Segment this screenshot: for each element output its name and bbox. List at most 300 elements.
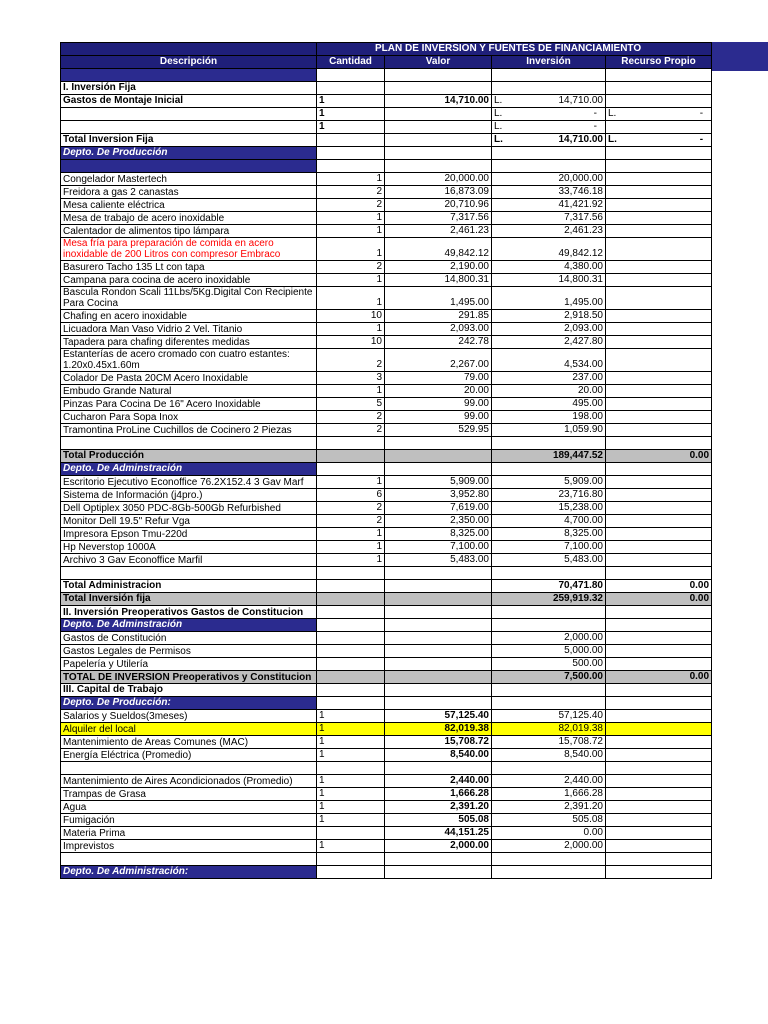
preoperativos-heading: II. Inversión Preoperativos Gastos de Constitucion bbox=[61, 606, 317, 619]
capital-heading: III. Capital de Trabajo bbox=[61, 684, 317, 697]
header-inversion: Inversión bbox=[492, 56, 606, 69]
item-description: Calentador de alimentos tipo lámpara bbox=[61, 225, 317, 238]
item-quantity: 1 bbox=[317, 287, 385, 310]
section-row-capital bbox=[61, 697, 712, 710]
table-row bbox=[61, 274, 712, 287]
item-quantity: 2 bbox=[317, 515, 385, 528]
item-description: Dell Optiplex 3050 PDC-8Gb-500Gb Refurbished bbox=[61, 502, 317, 515]
section-row-capital-admin bbox=[61, 866, 712, 879]
item-recurso bbox=[606, 225, 712, 238]
item-quantity: 2 bbox=[317, 199, 385, 212]
item-recurso bbox=[606, 528, 712, 541]
item-recurso bbox=[606, 658, 712, 671]
montaje-inversion: 14,710.00 bbox=[558, 95, 603, 106]
item-quantity: 1 bbox=[317, 541, 385, 554]
table-row bbox=[61, 736, 712, 749]
table-row bbox=[61, 814, 712, 827]
currency-symbol: L. bbox=[494, 108, 503, 119]
header-recurso-propio: Recurso Propio bbox=[606, 56, 712, 69]
table-row bbox=[61, 788, 712, 801]
item-description: Chafing en acero inoxidable bbox=[61, 310, 317, 323]
item-inversion: 500.00 bbox=[492, 658, 606, 671]
total-produccion-row bbox=[61, 450, 712, 463]
item-quantity: 2 bbox=[317, 261, 385, 274]
item-description: Sistema de Información (j4pro.) bbox=[61, 489, 317, 502]
table-row bbox=[61, 658, 712, 671]
item-inversion: 2,461.23 bbox=[492, 225, 606, 238]
item-recurso bbox=[606, 840, 712, 853]
item-quantity: 1 bbox=[317, 323, 385, 336]
item-description: Colador De Pasta 20CM Acero Inoxidable bbox=[61, 372, 317, 385]
item-quantity: 1 bbox=[317, 775, 385, 788]
item-valor: 505.08 bbox=[385, 814, 492, 827]
item-quantity bbox=[317, 658, 385, 671]
item-description: Hp Neverstop 1000A bbox=[61, 541, 317, 554]
item-recurso bbox=[606, 212, 712, 225]
table-row bbox=[61, 310, 712, 323]
item-quantity: 1 bbox=[317, 173, 385, 186]
item-description: Salarios y Sueldos(3meses) bbox=[61, 710, 317, 723]
table-row bbox=[61, 238, 712, 261]
item-description: Mesa caliente eléctrica bbox=[61, 199, 317, 212]
item-inversion: 23,716.80 bbox=[492, 489, 606, 502]
item-description: Gastos Legales de Permisos bbox=[61, 645, 317, 658]
item-recurso bbox=[606, 199, 712, 212]
item-valor: 7,100.00 bbox=[385, 541, 492, 554]
item-valor: 2,190.00 bbox=[385, 261, 492, 274]
section-label-preoperativos: Depto. De Adminstración bbox=[61, 619, 317, 632]
item-valor: 49,842.12 bbox=[385, 238, 492, 261]
item-valor: 20,710.96 bbox=[385, 199, 492, 212]
item-valor: 2,267.00 bbox=[385, 349, 492, 372]
item-description: Mantenimiento de Aires Acondicionados (Promedio) bbox=[61, 775, 317, 788]
total-fija-row bbox=[61, 134, 712, 147]
item-description: Energía Eléctrica (Promedio) bbox=[61, 749, 317, 762]
item-description: Bascula Rondon Scali 11Lbs/5Kg.Digital Con Recipiente Para Cocina bbox=[61, 287, 317, 310]
item-recurso bbox=[606, 398, 712, 411]
table-row bbox=[61, 411, 712, 424]
item-valor: 44,151.25 bbox=[385, 827, 492, 840]
table-row bbox=[61, 336, 712, 349]
item-quantity: 6 bbox=[317, 489, 385, 502]
dash-value: - bbox=[699, 108, 704, 119]
item-description: Licuadora Man Vaso Vidrio 2 Vel. Titanio bbox=[61, 323, 317, 336]
item-description: Agua bbox=[61, 801, 317, 814]
item-description: Tramontina ProLine Cuchillos de Cocinero 2 Piezas bbox=[61, 424, 317, 437]
item-description: Materia Prima bbox=[61, 827, 317, 840]
item-inversion: 33,746.18 bbox=[492, 186, 606, 199]
item-recurso bbox=[606, 827, 712, 840]
item-quantity: 1 bbox=[317, 723, 385, 736]
item-inversion: 2,093.00 bbox=[492, 323, 606, 336]
item-inversion: 14,800.31 bbox=[492, 274, 606, 287]
item-valor: 1,666.28 bbox=[385, 788, 492, 801]
item-quantity: 1 bbox=[317, 554, 385, 567]
item-valor: 20,000.00 bbox=[385, 173, 492, 186]
item-valor: 2,093.00 bbox=[385, 323, 492, 336]
item-quantity: 1 bbox=[317, 528, 385, 541]
item-quantity: 5 bbox=[317, 398, 385, 411]
table-row bbox=[61, 541, 712, 554]
item-valor: 5,483.00 bbox=[385, 554, 492, 567]
table-row bbox=[61, 775, 712, 788]
item-valor: 529.95 bbox=[385, 424, 492, 437]
item-valor: 2,461.23 bbox=[385, 225, 492, 238]
item-inversion: 8,325.00 bbox=[492, 528, 606, 541]
item-valor: 2,391.20 bbox=[385, 801, 492, 814]
table-row bbox=[61, 645, 712, 658]
total-preoperativos-value: 7,500.00 bbox=[492, 671, 606, 684]
capital-items bbox=[61, 710, 712, 853]
item-description: Gastos de Constitución bbox=[61, 632, 317, 645]
item-inversion: 5,909.00 bbox=[492, 476, 606, 489]
item-recurso bbox=[606, 489, 712, 502]
item-description: Cucharon Para Sopa Inox bbox=[61, 411, 317, 424]
item-inversion: 1,666.28 bbox=[492, 788, 606, 801]
item-recurso bbox=[606, 310, 712, 323]
table-row bbox=[61, 528, 712, 541]
item-quantity: 1 bbox=[317, 274, 385, 287]
item-valor: 14,800.31 bbox=[385, 274, 492, 287]
montaje-qty: 1 bbox=[317, 95, 385, 108]
item-description: Campana para cocina de acero inoxidable bbox=[61, 274, 317, 287]
header-descripcion: Descripción bbox=[61, 56, 317, 69]
section-label-produccion: Depto. De Producción bbox=[61, 147, 317, 160]
table-row bbox=[61, 398, 712, 411]
item-quantity: 1 bbox=[317, 749, 385, 762]
table-row bbox=[61, 261, 712, 274]
table-row bbox=[61, 801, 712, 814]
item-valor: 99.00 bbox=[385, 411, 492, 424]
extra-qty-1: 1 bbox=[317, 108, 385, 121]
item-recurso bbox=[606, 541, 712, 554]
item-quantity: 10 bbox=[317, 336, 385, 349]
item-valor: 7,317.56 bbox=[385, 212, 492, 225]
item-quantity: 2 bbox=[317, 502, 385, 515]
item-quantity: 1 bbox=[317, 225, 385, 238]
dash-value: - bbox=[593, 108, 597, 119]
item-quantity: 2 bbox=[317, 411, 385, 424]
item-valor: 82,019.38 bbox=[385, 723, 492, 736]
item-inversion: 82,019.38 bbox=[492, 723, 606, 736]
item-description: Mesa de trabajo de acero inoxidable bbox=[61, 212, 317, 225]
item-valor: 242.78 bbox=[385, 336, 492, 349]
item-recurso bbox=[606, 186, 712, 199]
item-inversion: 1,495.00 bbox=[492, 287, 606, 310]
item-valor: 2,440.00 bbox=[385, 775, 492, 788]
item-quantity: 10 bbox=[317, 310, 385, 323]
item-recurso bbox=[606, 788, 712, 801]
item-recurso bbox=[606, 554, 712, 567]
table-row bbox=[61, 424, 712, 437]
item-inversion: 5,000.00 bbox=[492, 645, 606, 658]
item-description: Papelería y Utilería bbox=[61, 658, 317, 671]
total-administracion-row bbox=[61, 580, 712, 593]
item-inversion: 2,440.00 bbox=[492, 775, 606, 788]
item-recurso bbox=[606, 736, 712, 749]
item-description: Tapadera para chafing diferentes medidas bbox=[61, 336, 317, 349]
item-quantity: 1 bbox=[317, 238, 385, 261]
table-row bbox=[61, 225, 712, 238]
item-valor: 16,873.09 bbox=[385, 186, 492, 199]
header-cantidad: Cantidad bbox=[317, 56, 385, 69]
item-inversion: 505.08 bbox=[492, 814, 606, 827]
item-inversion: 0.00 bbox=[492, 827, 606, 840]
item-quantity: 2 bbox=[317, 186, 385, 199]
item-valor: 79.00 bbox=[385, 372, 492, 385]
item-valor: 8,540.00 bbox=[385, 749, 492, 762]
item-description: Congelador Mastertech bbox=[61, 173, 317, 186]
item-quantity: 1 bbox=[317, 788, 385, 801]
item-recurso bbox=[606, 323, 712, 336]
total-preoperativos-recurso: 0.00 bbox=[606, 671, 712, 684]
preoperativos-heading-row bbox=[61, 606, 712, 619]
spacer-row bbox=[61, 160, 712, 173]
item-valor: 20.00 bbox=[385, 385, 492, 398]
table-row bbox=[61, 173, 712, 186]
item-recurso bbox=[606, 502, 712, 515]
item-description: Archivo 3 Gav Econoffice Marfil bbox=[61, 554, 317, 567]
item-inversion: 7,100.00 bbox=[492, 541, 606, 554]
item-recurso bbox=[606, 372, 712, 385]
item-inversion: 2,918.50 bbox=[492, 310, 606, 323]
item-quantity: 1 bbox=[317, 840, 385, 853]
table-row bbox=[61, 372, 712, 385]
item-valor: 99.00 bbox=[385, 398, 492, 411]
table-row bbox=[61, 515, 712, 528]
item-quantity bbox=[317, 632, 385, 645]
item-inversion: 15,238.00 bbox=[492, 502, 606, 515]
item-description: Impresora Epson Tmu-220d bbox=[61, 528, 317, 541]
spacer-row bbox=[61, 437, 712, 450]
table-row bbox=[61, 385, 712, 398]
total-inversion-fija-recurso: 0.00 bbox=[606, 593, 712, 606]
item-description: Mesa fría para preparación de comida en acero inoxidable de 200 Litros con compresor Embraco bbox=[61, 238, 317, 261]
total-produccion-value: 189,447.52 bbox=[492, 450, 606, 463]
item-valor: 57,125.40 bbox=[385, 710, 492, 723]
table-row bbox=[61, 323, 712, 336]
item-description: Freidora a gas 2 canastas bbox=[61, 186, 317, 199]
table-row bbox=[61, 349, 712, 372]
table-row bbox=[61, 199, 712, 212]
montaje-valor: 14,710.00 bbox=[385, 95, 492, 108]
currency-symbol: L. bbox=[494, 121, 503, 132]
item-recurso bbox=[606, 801, 712, 814]
total-administracion-value: 70,471.80 bbox=[492, 580, 606, 593]
item-valor bbox=[385, 645, 492, 658]
section-label-capital-admin: Depto. De Administración: bbox=[61, 866, 317, 879]
currency-symbol: L. bbox=[494, 134, 503, 145]
item-recurso bbox=[606, 349, 712, 372]
item-recurso bbox=[606, 515, 712, 528]
item-recurso bbox=[606, 287, 712, 310]
montaje-row bbox=[61, 95, 712, 108]
table-row bbox=[61, 476, 712, 489]
fija-heading-row bbox=[61, 82, 712, 95]
item-inversion: 237.00 bbox=[492, 372, 606, 385]
item-description: Imprevistos bbox=[61, 840, 317, 853]
spacer-row bbox=[61, 853, 712, 866]
table-row bbox=[61, 632, 712, 645]
section-row-produccion bbox=[61, 147, 712, 160]
item-inversion: 495.00 bbox=[492, 398, 606, 411]
table-row bbox=[61, 840, 712, 853]
section-label-administracion: Depto. De Adminstración bbox=[61, 463, 317, 476]
item-inversion: 2,000.00 bbox=[492, 840, 606, 853]
item-inversion: 4,380.00 bbox=[492, 261, 606, 274]
item-inversion: 1,059.90 bbox=[492, 424, 606, 437]
item-valor bbox=[385, 632, 492, 645]
item-valor: 15,708.72 bbox=[385, 736, 492, 749]
total-inversion-fija-row bbox=[61, 593, 712, 606]
item-valor: 3,952.80 bbox=[385, 489, 492, 502]
table-row bbox=[61, 186, 712, 199]
dash-value: - bbox=[593, 121, 597, 132]
item-valor: 1,495.00 bbox=[385, 287, 492, 310]
capital-heading-row bbox=[61, 684, 712, 697]
item-valor: 2,350.00 bbox=[385, 515, 492, 528]
header-valor: Valor bbox=[385, 56, 492, 69]
item-quantity: 3 bbox=[317, 372, 385, 385]
table-row bbox=[61, 749, 712, 762]
montaje-extra-row-1 bbox=[61, 108, 712, 121]
item-recurso bbox=[606, 385, 712, 398]
item-description: Basurero Tacho 135 Lt con tapa bbox=[61, 261, 317, 274]
total-inversion-fija-value: 259,919.32 bbox=[492, 593, 606, 606]
table-row bbox=[61, 287, 712, 310]
item-quantity: 1 bbox=[317, 801, 385, 814]
item-quantity: 1 bbox=[317, 212, 385, 225]
item-recurso bbox=[606, 238, 712, 261]
item-quantity: 2 bbox=[317, 424, 385, 437]
item-inversion: 57,125.40 bbox=[492, 710, 606, 723]
item-inversion: 2,427.80 bbox=[492, 336, 606, 349]
item-quantity: 1 bbox=[317, 736, 385, 749]
extra-qty-2: 1 bbox=[317, 121, 385, 134]
total-preoperativos-label: TOTAL DE INVERSION Preoperativos y Constitucion bbox=[61, 671, 317, 684]
fija-heading: I. Inversión Fija bbox=[61, 82, 317, 95]
item-inversion: 2,391.20 bbox=[492, 801, 606, 814]
item-inversion: 2,000.00 bbox=[492, 632, 606, 645]
table-row bbox=[61, 212, 712, 225]
item-quantity: 1 bbox=[317, 814, 385, 827]
administracion-items bbox=[61, 476, 712, 567]
item-description: Estanterías de acero cromado con cuatro estantes: 1.20x0.45x1.60m bbox=[61, 349, 317, 372]
produccion-items bbox=[61, 173, 712, 437]
item-quantity: 1 bbox=[317, 710, 385, 723]
table-row bbox=[61, 502, 712, 515]
item-inversion: 20.00 bbox=[492, 385, 606, 398]
item-recurso bbox=[606, 749, 712, 762]
item-description: Mantenimiento de Areas Comunes (MAC) bbox=[61, 736, 317, 749]
table-row bbox=[61, 723, 712, 736]
item-description: Monitor Dell 19.5" Refur Vga bbox=[61, 515, 317, 528]
total-produccion-label: Total Producción bbox=[61, 450, 317, 463]
item-inversion: 15,708.72 bbox=[492, 736, 606, 749]
item-inversion: 41,421.92 bbox=[492, 199, 606, 212]
item-inversion: 4,700.00 bbox=[492, 515, 606, 528]
section-row-preoperativos bbox=[61, 619, 712, 632]
item-valor: 7,619.00 bbox=[385, 502, 492, 515]
item-recurso bbox=[606, 723, 712, 736]
total-administracion-label: Total Administracion bbox=[61, 580, 317, 593]
item-description: Pinzas Para Cocina De 16" Acero Inoxidable bbox=[61, 398, 317, 411]
header-tab-extension bbox=[711, 42, 768, 71]
item-inversion: 198.00 bbox=[492, 411, 606, 424]
item-quantity: 2 bbox=[317, 349, 385, 372]
item-recurso bbox=[606, 645, 712, 658]
section-row-administracion bbox=[61, 463, 712, 476]
item-recurso bbox=[606, 274, 712, 287]
preoperativos-items bbox=[61, 632, 712, 671]
item-recurso bbox=[606, 411, 712, 424]
item-description: Alquiler del local bbox=[61, 723, 317, 736]
total-preoperativos-row bbox=[61, 671, 712, 684]
item-valor: 8,325.00 bbox=[385, 528, 492, 541]
item-recurso bbox=[606, 261, 712, 274]
sheet-title: PLAN DE INVERSION Y FUENTES DE FINANCIAMIENTO bbox=[317, 43, 712, 56]
table-row bbox=[61, 554, 712, 567]
item-recurso bbox=[606, 424, 712, 437]
item-inversion: 49,842.12 bbox=[492, 238, 606, 261]
item-inversion: 7,317.56 bbox=[492, 212, 606, 225]
item-description: Embudo Grande Natural bbox=[61, 385, 317, 398]
spacer-row bbox=[61, 762, 712, 775]
item-inversion: 20,000.00 bbox=[492, 173, 606, 186]
item-recurso bbox=[606, 710, 712, 723]
currency-symbol: L. bbox=[608, 134, 617, 145]
item-quantity bbox=[317, 645, 385, 658]
currency-symbol: L. bbox=[608, 108, 617, 119]
table-row bbox=[61, 489, 712, 502]
total-inversion-fija-label: Total Inversión fija bbox=[61, 593, 317, 606]
total-produccion-recurso: 0.00 bbox=[606, 450, 712, 463]
table-row bbox=[61, 710, 712, 723]
column-header-row bbox=[61, 56, 712, 69]
item-recurso bbox=[606, 173, 712, 186]
item-inversion: 5,483.00 bbox=[492, 554, 606, 567]
item-description: Trampas de Grasa bbox=[61, 788, 317, 801]
montaje-extra-row-2 bbox=[61, 121, 712, 134]
spacer-row bbox=[61, 69, 712, 82]
item-recurso bbox=[606, 775, 712, 788]
total-fija-label: Total Inversion Fija bbox=[61, 134, 317, 147]
item-recurso bbox=[606, 632, 712, 645]
item-description: Fumigación bbox=[61, 814, 317, 827]
item-valor bbox=[385, 658, 492, 671]
item-recurso bbox=[606, 476, 712, 489]
item-quantity: 1 bbox=[317, 385, 385, 398]
item-recurso bbox=[606, 814, 712, 827]
title-row bbox=[61, 43, 712, 56]
spacer-row bbox=[61, 567, 712, 580]
item-valor: 5,909.00 bbox=[385, 476, 492, 489]
currency-symbol: L. bbox=[494, 95, 503, 106]
item-valor: 2,000.00 bbox=[385, 840, 492, 853]
item-inversion: 4,534.00 bbox=[492, 349, 606, 372]
table-row bbox=[61, 827, 712, 840]
section-label-capital: Depto. De Producción: bbox=[61, 697, 317, 710]
total-fija-inversion: 14,710.00 bbox=[558, 134, 603, 145]
item-valor: 291.85 bbox=[385, 310, 492, 323]
montaje-label: Gastos de Montaje Inicial bbox=[61, 95, 317, 108]
item-quantity: 1 bbox=[317, 476, 385, 489]
item-quantity bbox=[317, 827, 385, 840]
total-administracion-recurso: 0.00 bbox=[606, 580, 712, 593]
item-recurso bbox=[606, 336, 712, 349]
item-inversion: 8,540.00 bbox=[492, 749, 606, 762]
dash-value: - bbox=[699, 134, 704, 145]
